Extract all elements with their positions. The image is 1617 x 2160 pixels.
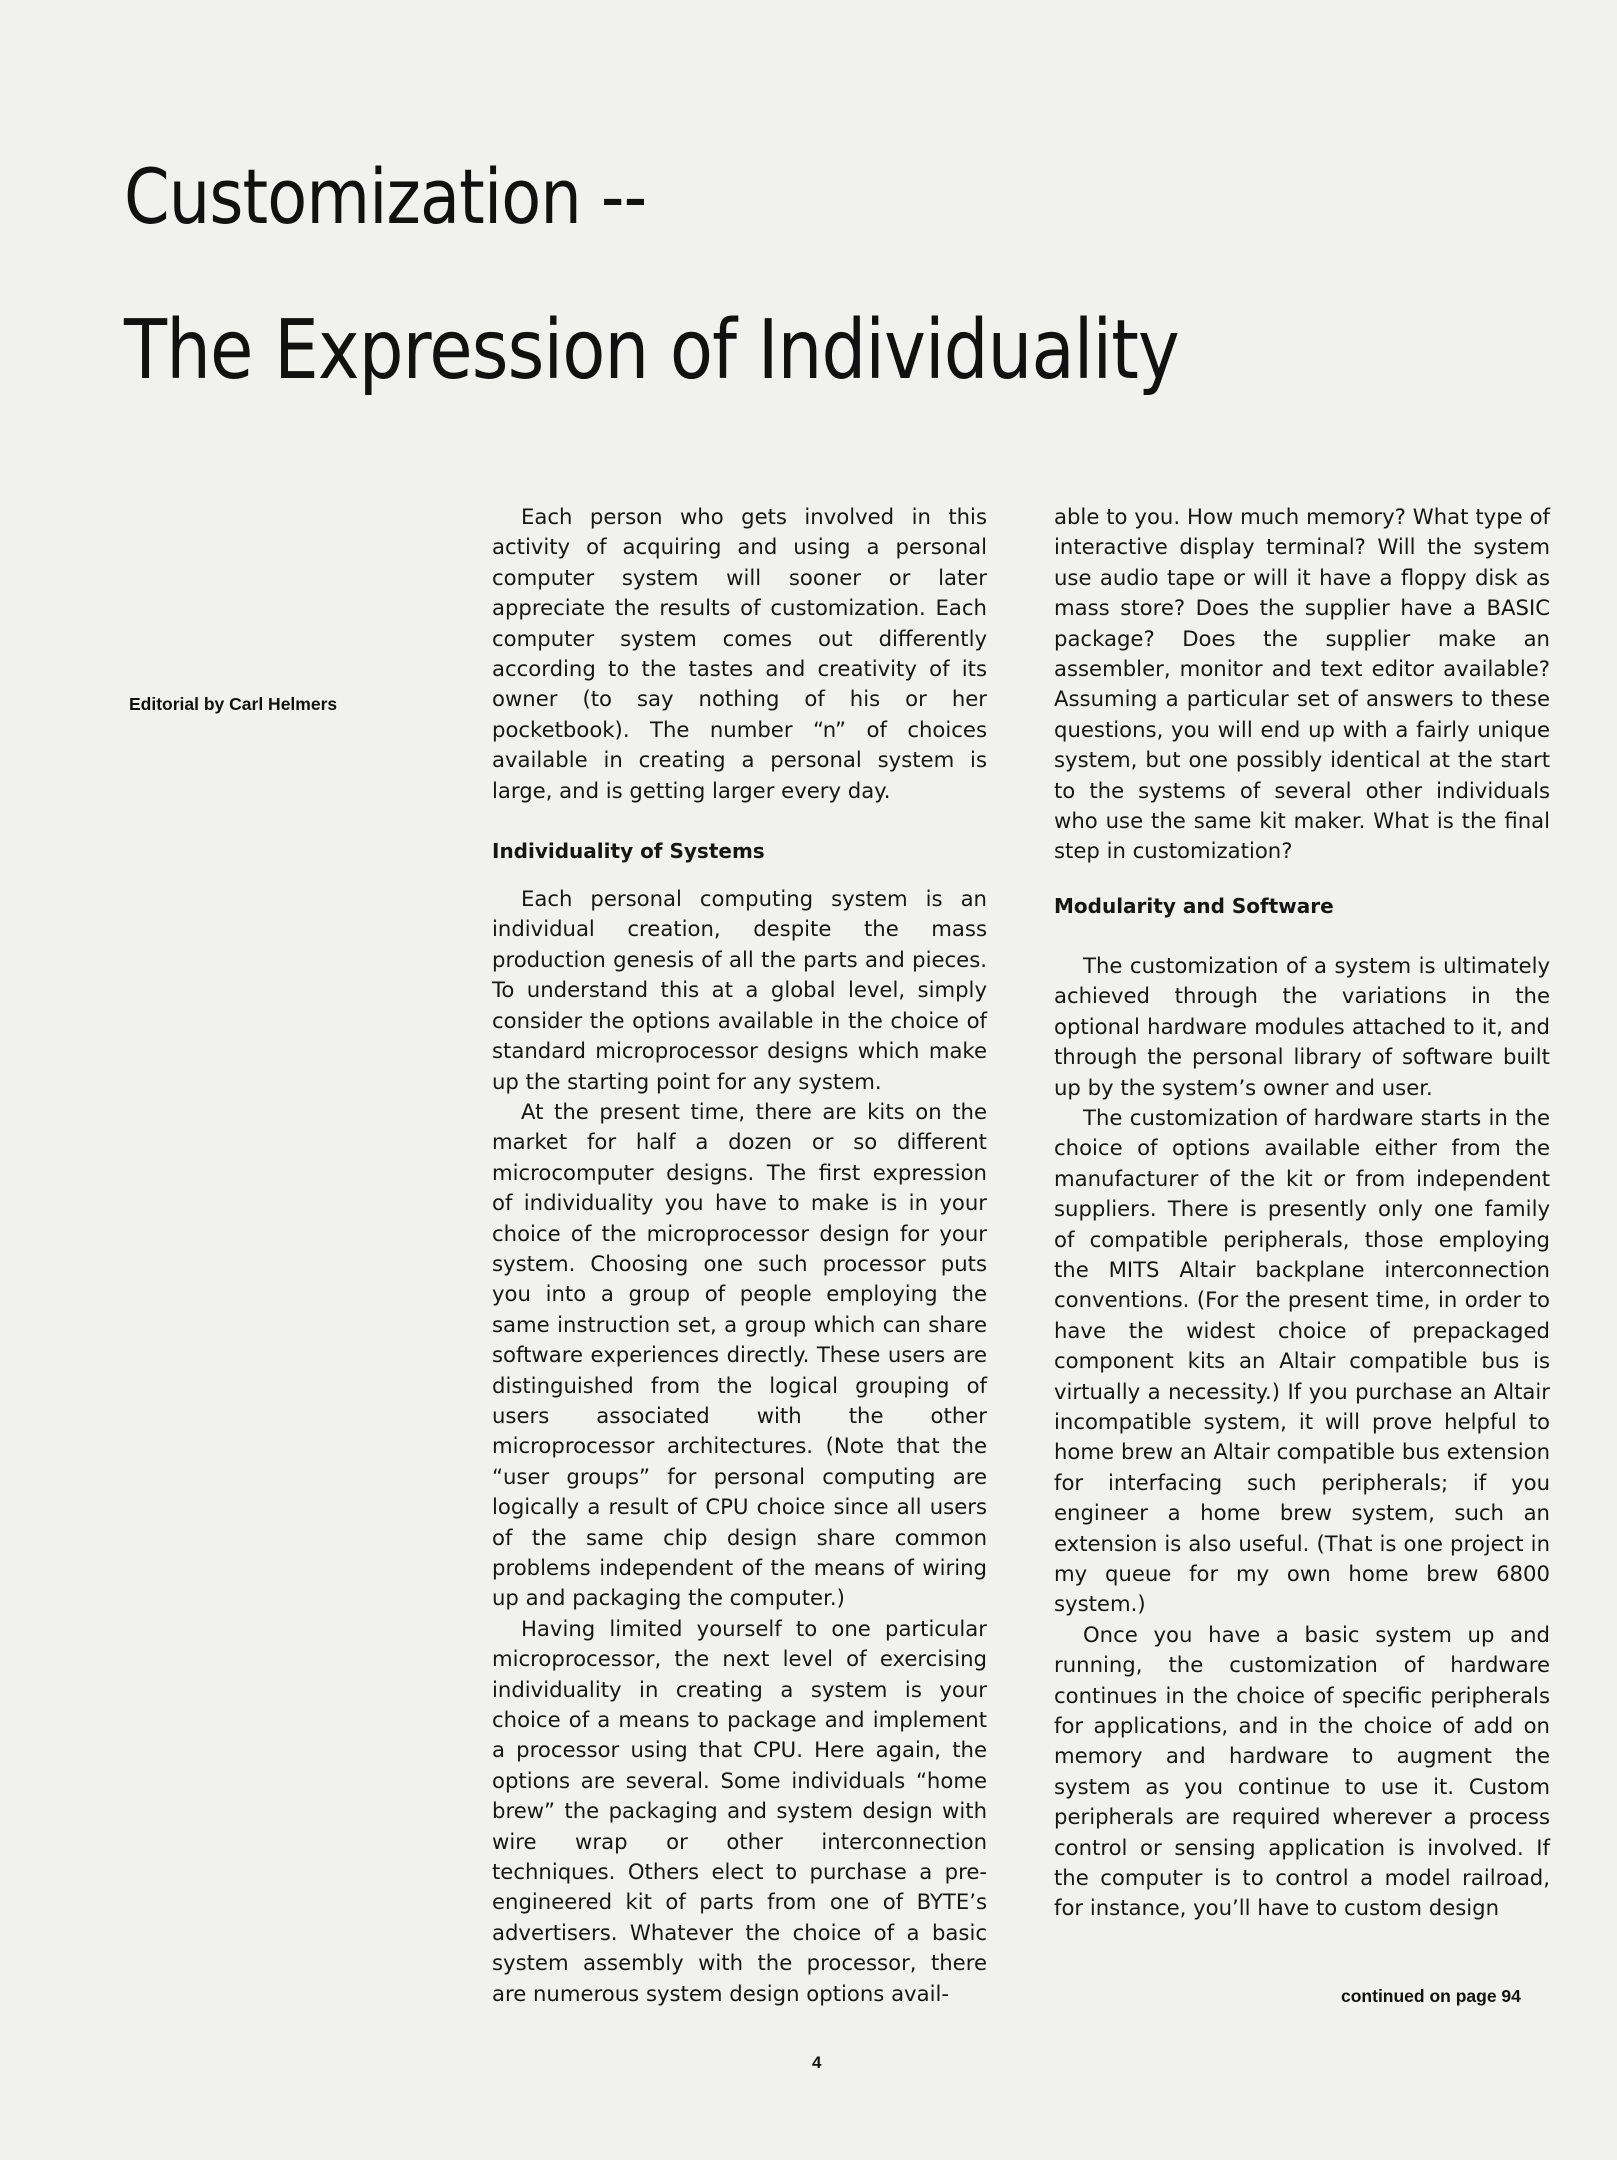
body-paragraph: The customization of hardware starts in the choice of options available either from the manufacturer of the kit or from independent suppliers. There is presently only one family of compatible peripherals, those employing the MITS Altair backplane interconnection conventions. (For the present time, in order to have the widest choice of prepackaged component kits an Altair compatible bus is virtually a necessity.) If you purchase an Altair incompatible system, it will prove helpful to home brew an Altair compatible bus extension for interfacing such peripherals; if you engineer a home brew system, such an extension is also useful. (That is one project in my queue for my own home brew 6800 system.) [1054, 1104, 1550, 1617]
article-title-line-2: The Expression of Individuality [124, 303, 1179, 398]
text-column-2 [1054, 502, 1550, 1924]
text-column-1 [492, 502, 987, 2009]
intro-paragraph: Each person who gets involved in this activity of acquiring and using a personal computer system will sooner or later appreciate the results of customization. Each computer system comes out differently according to the tastes and creativity of its owner (to say nothing of his or her pocketbook). The number “n” of choices available in creating a personal system is large, and is getting larger every day. [492, 504, 987, 803]
article-title-line-1: Customization -- [124, 152, 647, 241]
body-paragraph: Having limited yourself to one particular microprocessor, the next level of exercising individuality in creating a system is your choice of a means to package and implement a processor using that CPU. Here again, the options are several. Some individuals “home brew” the packaging and system design with wire wrap or other interconnection techniques. Others elect to purchase a pre-engineered kit of parts from one of BYTE’s advertisers. Whatever the choice of a basic system assembly with the processor, there are numerous system design options avail- [492, 1615, 987, 2006]
section-heading-modularity: Modularity and Software [1054, 893, 1334, 918]
body-paragraph: The customization of a system is ultimately achieved through the variations in the optional hardware modules attached to it, and through the personal library of software built up by the system’s owner and user. [1054, 952, 1550, 1100]
body-paragraph: Each personal computing system is an individual creation, despite the mass production genesis of all the parts and pieces. To understand this at a global level, simply consider the options available in the choice of standard microprocessor designs which make up the starting point for any system. [492, 886, 987, 1094]
section-heading-individuality: Individuality of Systems [492, 839, 765, 864]
byline: Editorial by Carl Helmers [129, 694, 338, 714]
body-paragraph: At the present time, there are kits on the market for half a dozen or so different microcomputer designs. The first expression of individuality you have to make is in your choice of the microprocessor design for your system. Choosing one such processor puts you into a group of people employing the same instruction set, a group which can share software experiences directly. These users are distinguished from the logical grouping of users associated with the other microprocessor architectures. (Note that the “user groups” for personal computing are logically a result of CPU choice since all users of the same chip design share common problems independent of the means of wiring up and packaging the computer.) [492, 1098, 987, 1611]
continued-on-note: continued on page 94 [1341, 1986, 1521, 2006]
page-number: 4 [812, 2053, 822, 2072]
continuation-paragraph: able to you. How much memory? What type of interactive display terminal? Will the system use audio tape or will it have a floppy disk as mass store? Does the supplier have a BASIC package? Does the supplier make an assembler, monitor and text editor available? Assuming a particular set of answers to these questions, you will end up with a fairly unique system, but one possibly identical at the start to the systems of several other individuals who use the same kit maker. What is the final step in customization? [1054, 504, 1550, 864]
body-paragraph: Once you have a basic system up and running, the customization of hardware continues in the choice of specific peripherals for applications, and in the choice of add on memory and hardware to augment the system as you continue to use it. Custom peripherals are required wherever a process control or sensing application is involved. If the computer is to control a model railroad, for instance, you’ll have to custom design [1054, 1621, 1550, 1921]
